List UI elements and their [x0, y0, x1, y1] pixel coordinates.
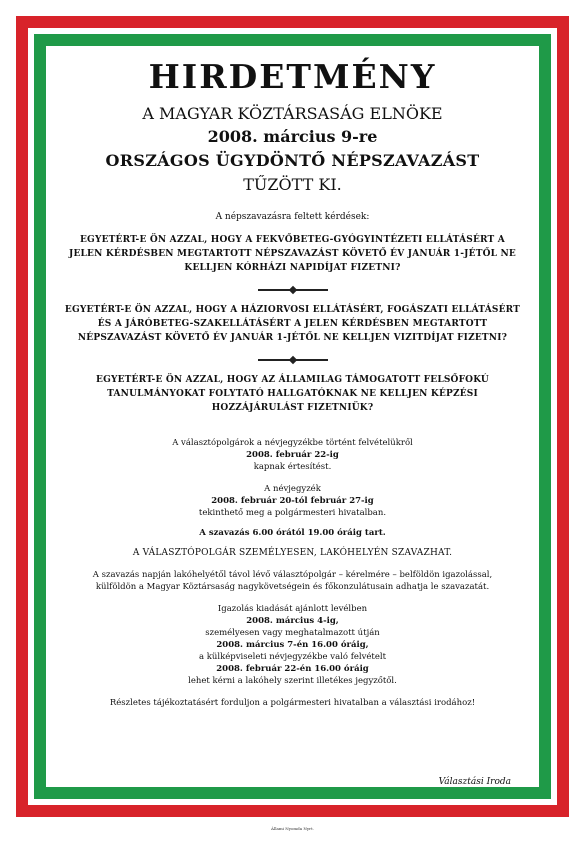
page-title: HIRDETMÉNY: [148, 57, 437, 96]
register-block: [62, 483, 523, 519]
abroad-line: külföldön a Magyar Köztársaság nagykövetségein és főkonzulátusain adhatja le szavazatát.: [95, 582, 490, 592]
printer-imprint: Állami Nyomda Nyrt.: [271, 826, 314, 831]
question-3: EGYETÉRT-E ÖN AZZAL, HOGY AZ ÁLLAMILAG TÁMOGATOTT FELSŐFOKÚ TANULMÁNYOKAT FOLYTATÓ HALLGATÓKNAK NE KELLJEN KÉPZÉSI HOZZÁJÁRULÁST FIZETNIÜK?: [96, 375, 489, 413]
certificate-date: 2008. február 22-én 16.00 óráig: [216, 664, 369, 674]
info-text: Részletes tájékoztatásért forduljon a polgármesteri hivatalban a választási irodához!: [109, 698, 476, 708]
certificate-line: a külképviseleti névjegyzékbe való felvételt: [199, 652, 386, 662]
referendum-heading: ORSZÁGOS ÜGYDÖNTŐ NÉPSZAVAZÁST: [105, 151, 480, 170]
abroad-block: [62, 569, 523, 593]
certificate-line: személyesen vagy meghatalmazott útján: [205, 628, 380, 638]
question-1: EGYETÉRT-E ÖN AZZAL, HOGY A FEKVŐBETEG-GYÓGYINTÉZETI ELLÁTÁSÉRT A JELEN KÉRDÉSBEN MEGTARTOTT NÉPSZAVAZÁST KÖVETŐ ÉV JANUÁR 1-JÉTŐL NE KELLJEN KÓRHÁZI NAPIDÍJAT FIZETNI?: [69, 235, 516, 273]
questions-intro: A népszavazásra feltett kérdések:: [215, 212, 370, 222]
issuer: A MAGYAR KÖZTÁRSASÁG ELNÖKE: [142, 104, 443, 123]
certificate-line: lehet kérni a lakóhely szerint illetékes jegyzőtől.: [188, 676, 397, 686]
register-line: tekinthető meg a polgármesteri hivatalban.: [198, 508, 387, 518]
notification-line: kapnak értesítést.: [253, 462, 332, 472]
register-line: A névjegyzék: [264, 484, 321, 494]
notification-block: [62, 437, 523, 473]
called-text: TŰZÖTT KI.: [243, 175, 342, 194]
referendum-date: 2008. március 9-re: [207, 127, 378, 146]
certificate-line: Igazolás kiadását ajánlott levélben: [217, 604, 368, 614]
register-date: 2008. február 20-tól február 27-ig: [211, 496, 374, 506]
abroad-line: A szavazás napján lakóhelyétől távol lévő választópolgár – kérelmére – belföldön igazolással,: [92, 570, 493, 580]
question-2: EGYETÉRT-E ÖN AZZAL, HOGY A HÁZIORVOSI ELLÁTÁSÉRT, FOGÁSZATI ELLÁTÁSÉRT ÉS A JÁRÓBETEG-SZAKELLÁTÁSÉRT A JELEN KÉRDÉSBEN MEGTARTOTT NÉPSZAVAZÁST KÖVETŐ ÉV JANUÁR 1-JÉTŐL NE KELLJEN VIZITDÍJAT FIZETNI?: [64, 305, 521, 343]
certificate-date: 2008. március 4-ig,: [246, 616, 339, 626]
in-person-voting: A VÁLASZTÓPOLGÁR SZEMÉLYESEN, LAKÓHELYÉN SZAVAZHAT.: [132, 548, 453, 558]
certificate-date: 2008. március 7-én 16.00 óráig,: [216, 640, 369, 650]
signature: Választási Iroda: [438, 777, 511, 787]
notification-line: A választópolgárok a névjegyzékbe történt felvételükről: [172, 438, 413, 448]
ornament-divider: [258, 357, 328, 363]
ornament-divider: [258, 287, 328, 293]
voting-hours: A szavazás 6.00 órától 19.00 óráig tart.: [199, 528, 386, 538]
certificate-block: [62, 603, 523, 687]
notice-content: [62, 58, 523, 793]
notification-date: 2008. február 22-ig: [246, 450, 339, 460]
